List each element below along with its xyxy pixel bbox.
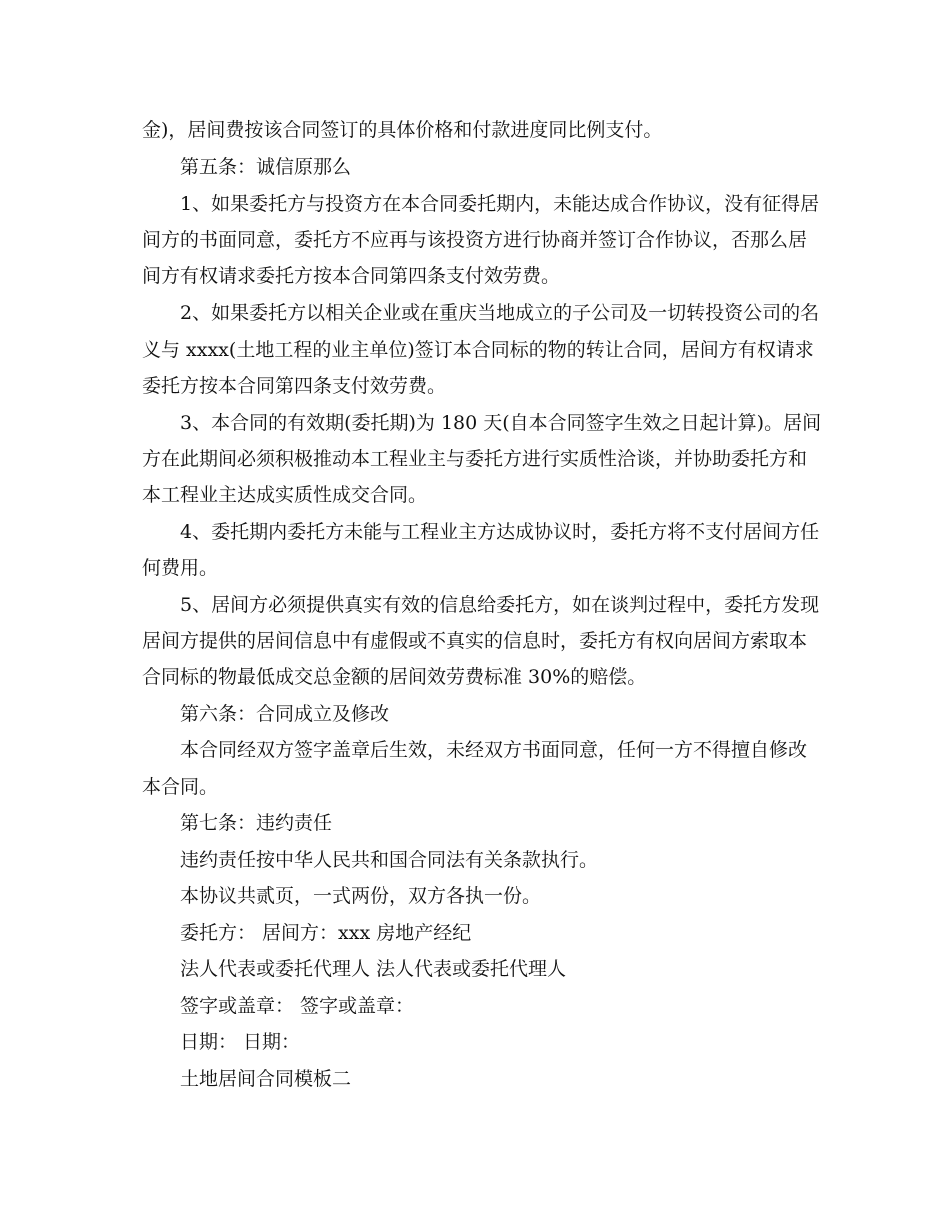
text-line: 1、如果委托方与投资方在本合同委托期内，未能达成合作协议，没有征得居: [180, 193, 820, 215]
text-line: 何费用。: [142, 557, 219, 579]
text-line: 违约责任按中华人民共和国合同法有关条款执行。: [180, 849, 599, 871]
signature-representatives: 法人代表或委托代理人 法人代表或委托代理人: [180, 958, 567, 980]
text-line: 方在此期间必须积极推动本工程业主与委托方进行实质性洽谈，并协助委托方和: [142, 448, 808, 470]
section-heading: 第六条：合同成立及修改: [180, 703, 390, 725]
text-line: 金)，居间费按该合同签订的具体价格和付款进度同比例支付。: [142, 119, 663, 141]
text-line: 本工程业主达成实质性成交合同。: [142, 484, 428, 506]
text-line: 本合同。: [142, 776, 219, 798]
text-line: 5、居间方必须提供真实有效的信息给委托方，如在谈判过程中，委托方发现: [180, 594, 820, 616]
text-line: 本合同经双方签字盖章后生效，未经双方书面同意，任何一方不得擅自修改: [180, 739, 808, 761]
text-line: 居间方提供的居间信息中有虚假或不真实的信息时，委托方有权向居间方索取本: [142, 630, 808, 652]
text-line: 3、本合同的有效期(委托期)为 180 天(自本合同签字生效之日起计算)。居间: [180, 412, 822, 434]
text-line: 合同标的物最低成交总金额的居间效劳费标准 30%的赔偿。: [142, 666, 647, 688]
signature-parties: 委托方： 居间方：xxx 房地产经纪: [180, 922, 472, 944]
section-heading: 第五条：诚信原那么: [180, 156, 352, 178]
signature-date-line: 日期： 日期：: [180, 1031, 301, 1053]
section-heading: 第七条：违约责任: [180, 812, 333, 834]
signature-seal-line: 签字或盖章： 签字或盖章：: [180, 995, 415, 1017]
next-template-title: 土地居间合同模板二: [180, 1068, 352, 1090]
text-line: 2、如果委托方以相关企业或在重庆当地成立的子公司及一切转投资公司的名: [180, 302, 820, 324]
text-line: 义与 xxxx(土地工程的业主单位)签订本合同标的物的转让合同，居间方有权请求: [142, 339, 814, 361]
text-line: 委托方按本合同第四条支付效劳费。: [142, 375, 447, 397]
text-line: 本协议共贰页，一式两份，双方各执一份。: [180, 885, 542, 907]
text-line: 间方有权请求委托方按本合同第四条支付效劳费。: [142, 265, 561, 287]
text-line: 间方的书面同意，委托方不应再与该投资方进行协商并签订合作协议，否那么居: [142, 229, 808, 251]
text-line: 4、委托期内委托方未能与工程业主方达成协议时，委托方将不支付居间方任: [180, 521, 820, 543]
